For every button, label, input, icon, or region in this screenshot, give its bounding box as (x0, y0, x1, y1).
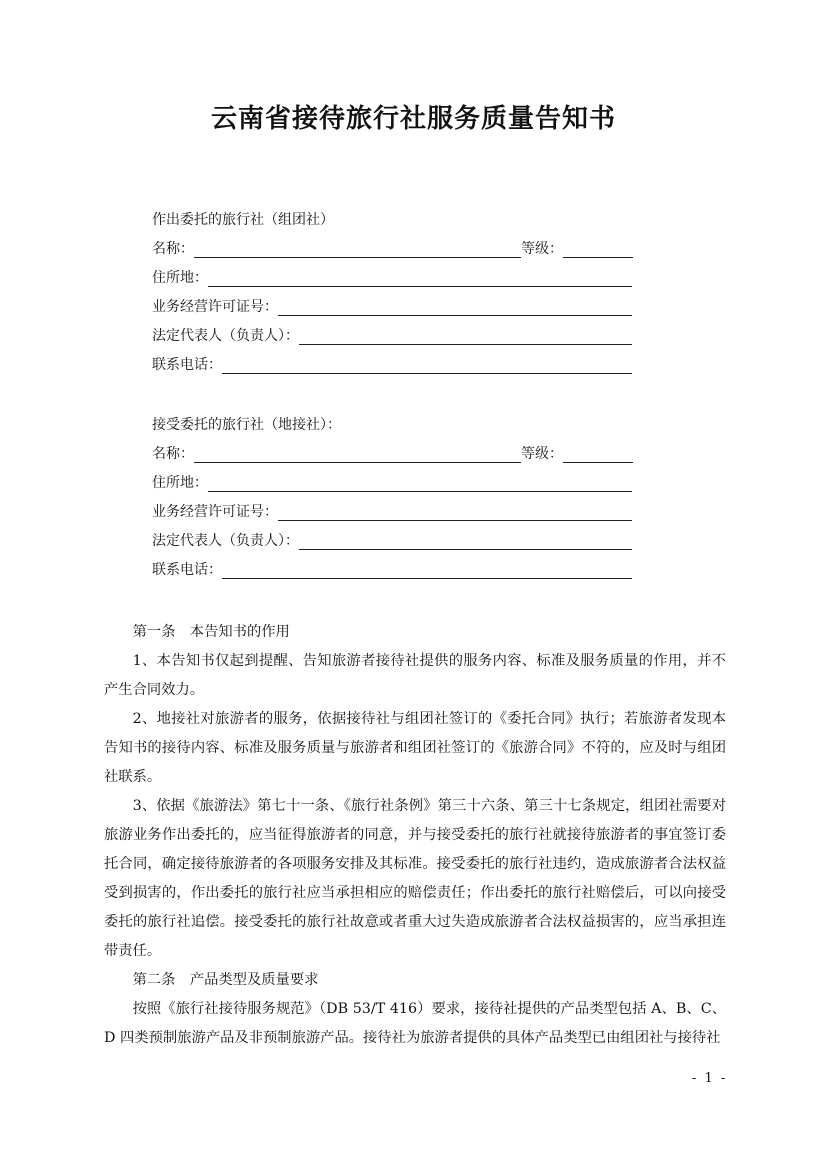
representative-field[interactable] (299, 324, 632, 345)
grade-label: 等级： (521, 446, 563, 462)
article-2-heading: 第二条 产品类型及质量要求 (132, 972, 319, 988)
phone-label: 联系电话： (152, 562, 222, 578)
representative-row (152, 322, 632, 351)
name-grade-row (152, 235, 632, 264)
address-row (152, 264, 632, 293)
paragraph: 1、本告知书仅起到提醒、告知旅游者接待社提供的服务内容、标准及服务质量的作用，并不产生合同效力。 (104, 653, 726, 698)
phone-field[interactable] (222, 353, 632, 374)
receiving-agency-heading: 接受委托的旅行社（地接社）： (152, 417, 341, 433)
name-field[interactable] (194, 442, 521, 463)
name-label: 名称： (152, 446, 194, 462)
representative-field[interactable] (299, 529, 632, 550)
license-label: 业务经营许可证号： (152, 299, 278, 315)
name-label: 名称： (152, 241, 194, 257)
address-field[interactable] (208, 266, 632, 287)
receiving-agency-section (152, 411, 632, 585)
license-row (152, 498, 632, 527)
address-label: 住所地： (152, 270, 208, 286)
address-row (152, 469, 632, 498)
article-1-heading: 第一条 本告知书的作用 (132, 624, 290, 640)
document-body (104, 618, 726, 1053)
license-label: 业务经营许可证号： (152, 504, 278, 520)
phone-row (152, 556, 632, 585)
representative-row (152, 527, 632, 556)
paragraph: 3、依据《旅游法》第七十一条、《旅行社条例》第三十六条、第三十七条规定，组团社需要对旅游业务作出委托的，应当征得旅游者的同意，并与接受委托的旅行社就接待旅游者的事宜签订委托合同，确定接待旅游者的各项服务安排及其标准。接受委托的旅行社违约，造成旅游者合法权益受到损害的，作出委托的旅行社应当承担相应的赔偿责任；作出委托的旅行社赔偿后，可以向接受委托的旅行社追偿。接受委托的旅行社故意或者重大过失造成旅游者合法权益损害的，应当承担连带责任。 (104, 798, 726, 959)
page-number: - 1 - (692, 1071, 728, 1086)
grade-field[interactable] (563, 442, 633, 463)
grade-field[interactable] (563, 237, 633, 258)
phone-field[interactable] (222, 558, 632, 579)
representative-label: 法定代表人（负责人）： (152, 328, 299, 344)
phone-label: 联系电话： (152, 357, 222, 373)
address-field[interactable] (208, 471, 632, 492)
representative-label: 法定代表人（负责人）： (152, 533, 299, 549)
document-title: 云南省接待旅行社服务质量告知书 (210, 104, 616, 134)
organizing-agency-heading: 作出委托的旅行社（组团社） (152, 212, 334, 228)
address-label: 住所地： (152, 475, 208, 491)
phone-row (152, 351, 632, 380)
paragraph: 按照《旅行社接待服务规范》（DB 53/T 416）要求，接待社提供的产品类型包括 A、B、C、D 四类预制旅游产品及非预制旅游产品。接待社为旅游者提供的具体产品类型已由组团社与接待社 (104, 1001, 726, 1046)
license-row (152, 293, 632, 322)
license-field[interactable] (278, 500, 632, 521)
organizing-agency-section (152, 206, 632, 380)
license-field[interactable] (278, 295, 632, 316)
paragraph: 2、地接社对旅游者的服务，依据接待社与组团社签订的《委托合同》执行；若旅游者发现本告知书的接待内容、标准及服务质量与旅游者和组团社签订的《旅游合同》不符的，应及时与组团社联系。 (104, 711, 726, 785)
name-field[interactable] (194, 237, 521, 258)
grade-label: 等级： (521, 241, 563, 257)
name-grade-row (152, 440, 632, 469)
